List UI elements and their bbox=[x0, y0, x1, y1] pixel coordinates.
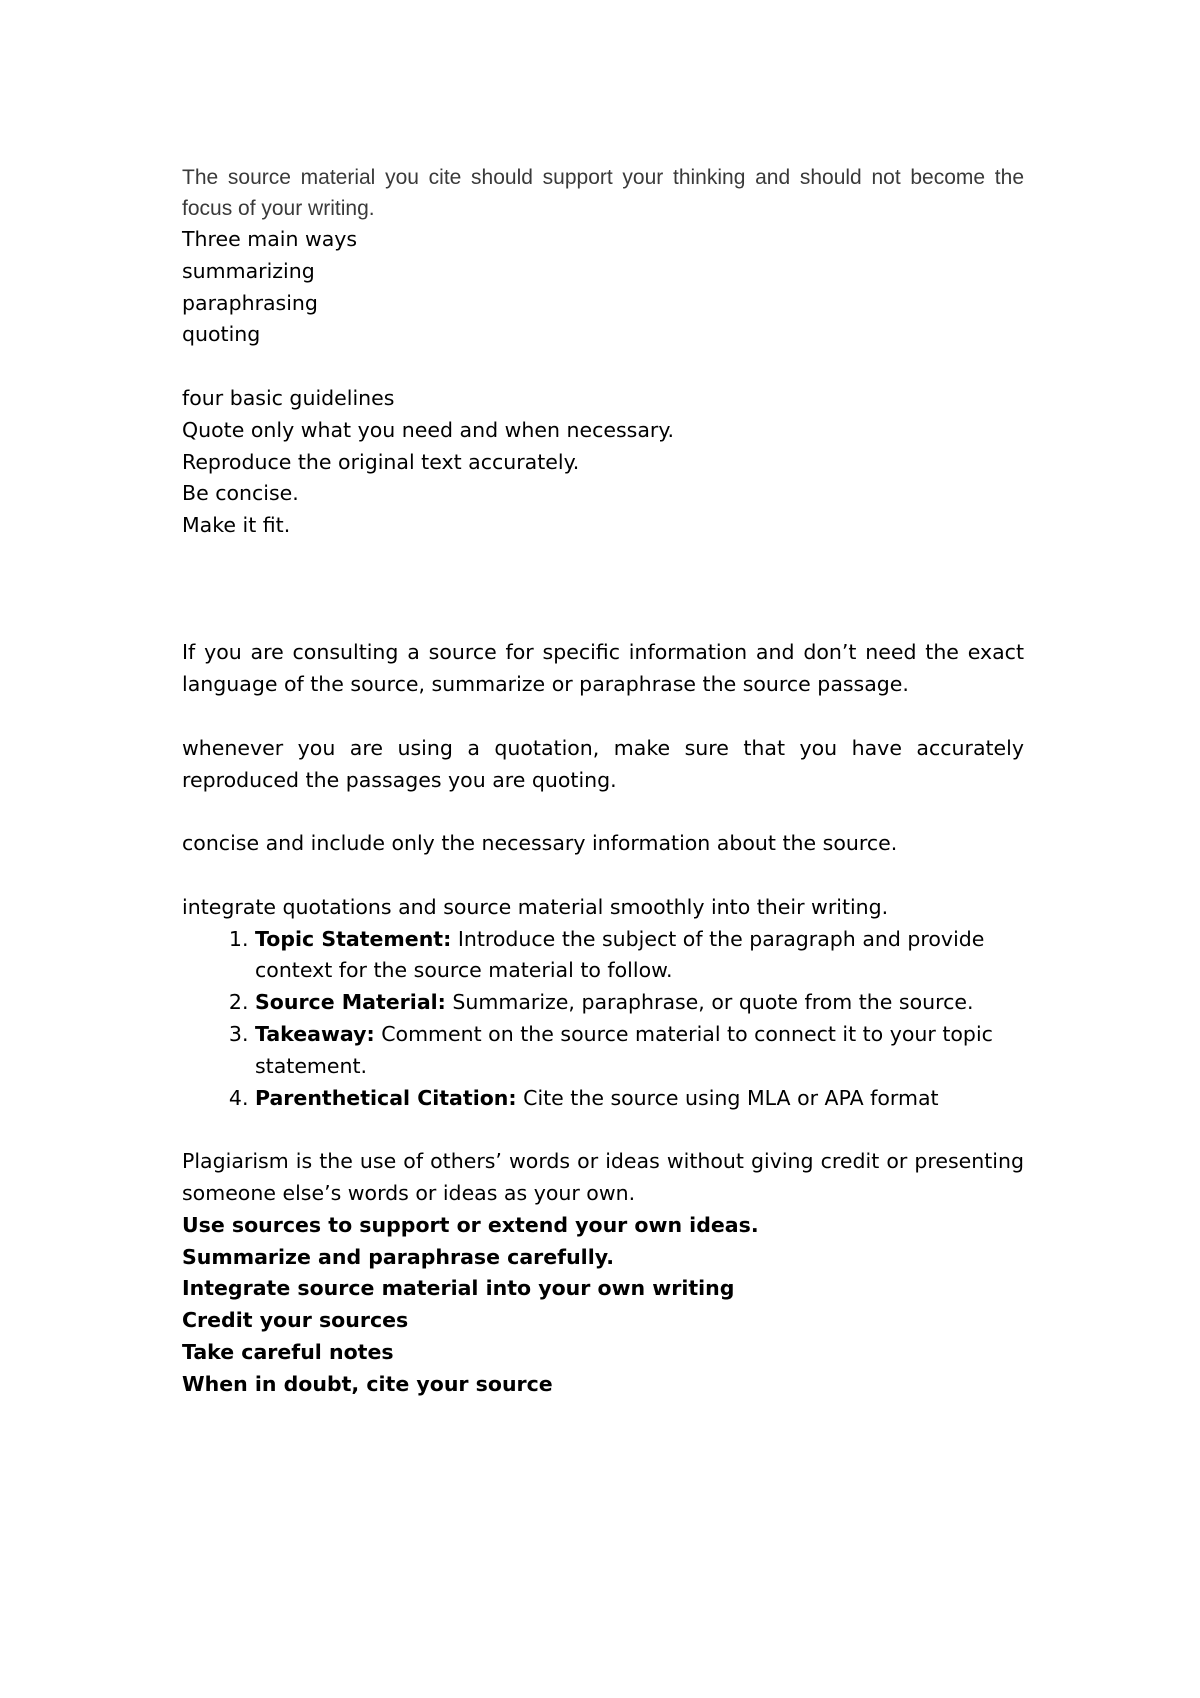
concise-paragraph: concise and include only the necessary information about the source. bbox=[182, 831, 898, 856]
plagiarism-definition: Plagiarism is the use of others’ words or ideas without giving credit or presenting someone else’s words or ideas as your own. bbox=[182, 1149, 1024, 1205]
plagiarism-tip: Summarize and paraphrase carefully. bbox=[182, 1244, 615, 1269]
ways-heading: Three main ways bbox=[182, 227, 358, 251]
list-item bbox=[255, 987, 1024, 1019]
step-text: Comment on the source material to connect it to your topic statement. bbox=[255, 1021, 993, 1078]
document-page bbox=[182, 162, 1024, 1400]
quotation-paragraph: whenever you are using a quotation, make sure that you have accurately reproduced the passages you are quoting. bbox=[182, 735, 1024, 792]
integration-steps-list bbox=[182, 924, 1024, 1115]
spacer bbox=[182, 860, 1024, 892]
spacer bbox=[182, 701, 1024, 733]
plagiarism-tip: Integrate source material into your own writing bbox=[182, 1276, 735, 1301]
integrate-paragraph: integrate quotations and source material smoothly into their writing. bbox=[182, 894, 889, 919]
step-term: Topic Statement: bbox=[255, 926, 452, 951]
ways-item: paraphrasing bbox=[182, 290, 318, 315]
summarize-paragraph: If you are consulting a source for specific information and don’t need the exact language of the source, summarize or paraphrase the source passage. bbox=[182, 640, 1024, 697]
plagiarism-tip: Use sources to support or extend your own ideas. bbox=[182, 1212, 759, 1237]
plagiarism-tip: When in doubt, cite your source bbox=[182, 1371, 553, 1396]
spacer bbox=[182, 1114, 1024, 1146]
step-term: Parenthetical Citation: bbox=[255, 1085, 517, 1110]
step-text: Introduce the subject of the paragraph and provide context for the source material to follow. bbox=[255, 926, 985, 983]
intro-paragraph: The source material you cite should support your thinking and should not become the focus of your writing. bbox=[182, 166, 1024, 220]
plagiarism-tip: Credit your sources bbox=[182, 1308, 409, 1333]
guideline-item: Be concise. bbox=[182, 481, 299, 506]
list-item bbox=[255, 924, 1024, 988]
list-item bbox=[255, 1019, 1024, 1083]
list-item bbox=[255, 1083, 1024, 1115]
ways-item: summarizing bbox=[182, 258, 315, 283]
spacer bbox=[182, 542, 1024, 637]
step-term: Takeaway: bbox=[255, 1021, 375, 1046]
plagiarism-tip: Take careful notes bbox=[182, 1339, 394, 1364]
guideline-item: Quote only what you need and when necessary. bbox=[182, 417, 675, 442]
ways-item: quoting bbox=[182, 322, 261, 347]
spacer bbox=[182, 351, 1024, 383]
step-text: Summarize, paraphrase, or quote from the source. bbox=[445, 990, 974, 1015]
guideline-item: Make it fit. bbox=[182, 513, 291, 538]
guidelines-heading: four basic guidelines bbox=[182, 385, 395, 410]
step-text: Cite the source using MLA or APA format bbox=[516, 1085, 939, 1110]
guideline-item: Reproduce the original text accurately. bbox=[182, 449, 580, 474]
step-term: Source Material: bbox=[255, 990, 446, 1015]
spacer bbox=[182, 796, 1024, 828]
